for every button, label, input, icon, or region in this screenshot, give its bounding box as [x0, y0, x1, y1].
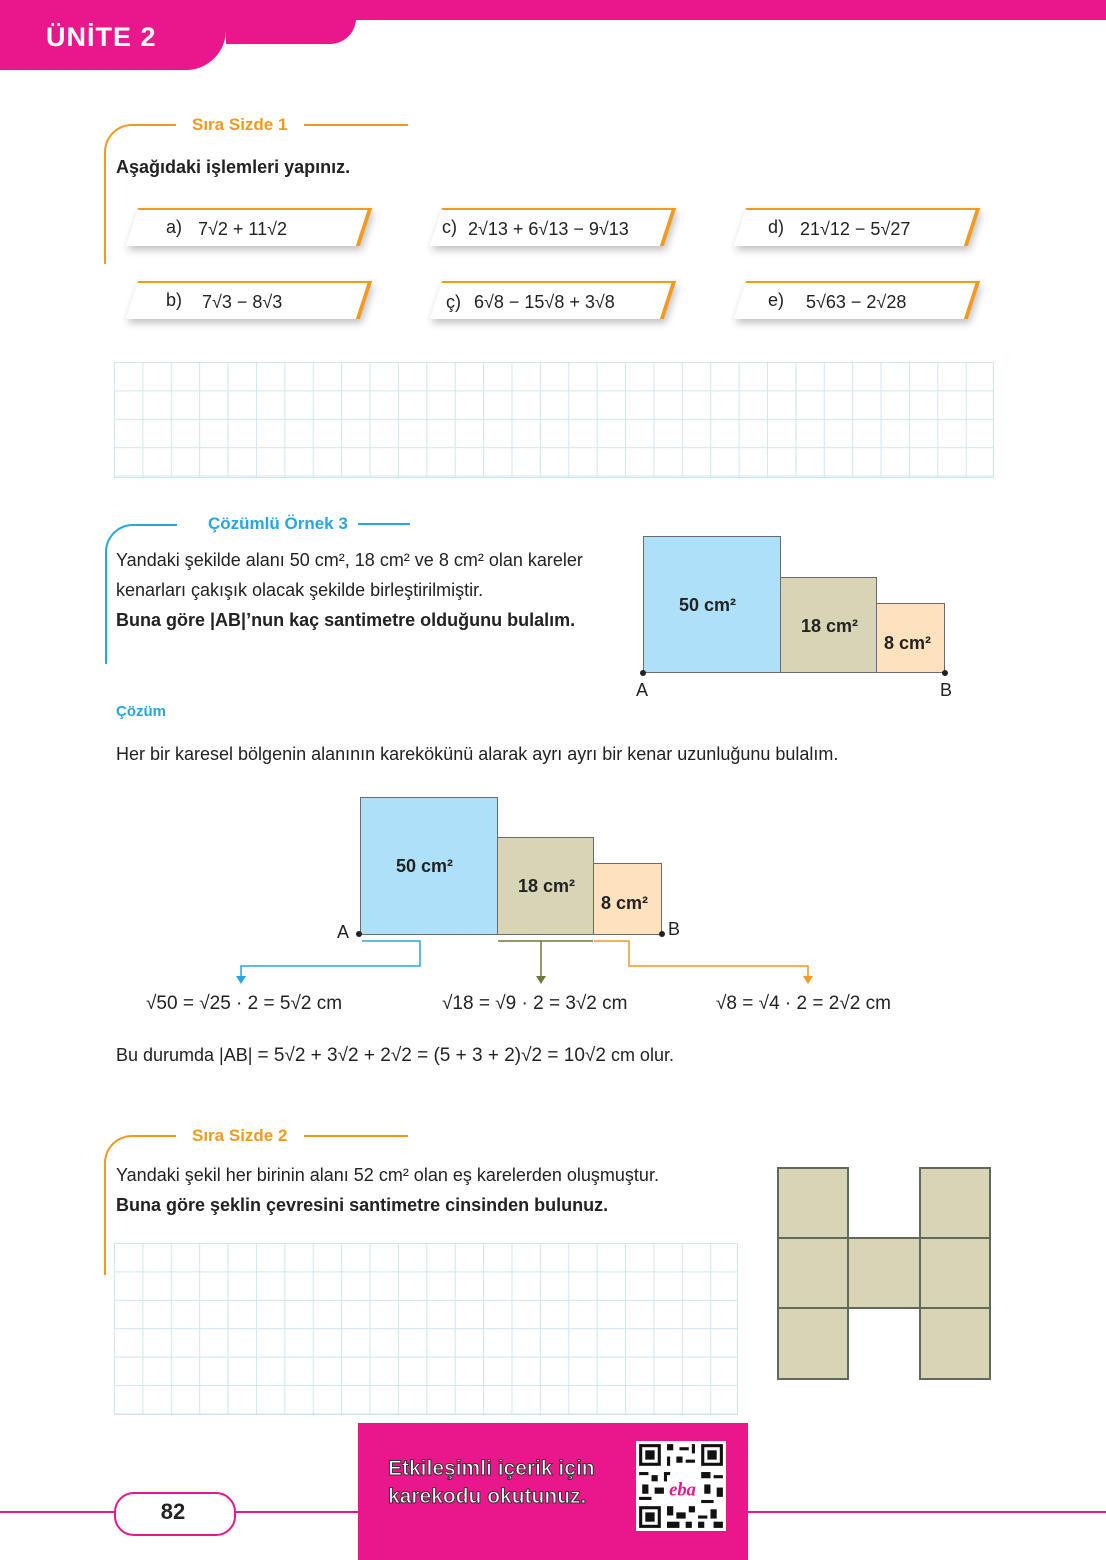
example3-square-50-label: 50 cm² — [679, 595, 737, 615]
practice2-title: Sıra Sizde 2 — [192, 1126, 288, 1145]
h-square-mid-right — [919, 1237, 991, 1309]
example3-text-line2: kenarları çakışık olacak şekilde birleştirilmiştir. — [116, 580, 484, 600]
h-square-mid-left — [777, 1237, 849, 1309]
exercise-expr-cc: 6√8 − 15√8 + 3√8 — [474, 292, 615, 312]
exercise-expr-a: 7√2 + 11√2 — [198, 219, 287, 239]
h-square-top-right — [919, 1167, 991, 1239]
solution-intro: Her bir karesel bölgenin alanının karekökünü alarak ayrı ayrı bir kenar uzunluğunu bulalım. — [116, 744, 839, 764]
page-number: 82 — [160, 1499, 186, 1524]
exercise-expr-b: 7√3 − 8√3 — [202, 292, 283, 312]
exercise-label-a: a) — [166, 217, 183, 237]
exercise-expr-d: 21√12 − 5√27 — [800, 219, 911, 239]
exercise-label-e: e) — [768, 290, 785, 310]
exercise-expr-e: 5√63 − 2√28 — [806, 292, 907, 312]
conclusion-suffix: cm olur. — [610, 1045, 674, 1065]
qr-code-icon[interactable] — [636, 1441, 726, 1531]
conclusion-line — [116, 1042, 674, 1069]
conclusion-expr: = 5√2 + 3√2 + 2√2 = (5 + 3 + 2)√2 = 10√2 — [257, 1045, 606, 1066]
practice2-text-line1: Yandaki şekil her birinin alanı 52 cm² olan eş karelerden oluşmuştur. — [116, 1165, 659, 1185]
connector-8 — [594, 941, 808, 982]
example3-square-18-label: 18 cm² — [801, 616, 859, 636]
qr-promo-text — [388, 1455, 595, 1511]
practice2-text-line2: Buna göre şeklin çevresini santimetre cinsinden bulunuz. — [116, 1195, 609, 1215]
answer-grid-2[interactable] — [114, 1243, 738, 1415]
exercise-label-b: b) — [166, 290, 183, 310]
example3-text-line3: Buna göre |AB|’nun kaç santimetre olduğunu bulalım. — [116, 610, 576, 630]
arrow-8-head — [803, 976, 813, 984]
practice2-title-rule — [304, 1135, 408, 1137]
h-square-bottom-left — [777, 1307, 849, 1380]
solution-point-a-label: A — [337, 922, 350, 942]
connector-50 — [241, 941, 420, 982]
qr-promo-line1: Etkileşimli içerik için — [388, 1457, 595, 1480]
exercise-label-c: c) — [442, 217, 457, 237]
example3-title: Çözümlü Örnek 3 — [208, 514, 348, 533]
unit-label: ÜNİTE 2 — [46, 22, 157, 52]
solution-square-18-label: 18 cm² — [518, 876, 576, 896]
arrow-18-head — [536, 976, 546, 984]
qr-promo-line2: karekodu okutunuz. — [388, 1485, 587, 1508]
example3-square-8-label: 8 cm² — [884, 633, 932, 653]
solution-point-b-label: B — [668, 919, 681, 939]
practice1-prompt: Aşağıdaki işlemleri yapınız. — [116, 157, 351, 177]
solution-title: Çözüm — [116, 703, 166, 720]
solution-square-50-label: 50 cm² — [396, 856, 454, 876]
arrow-50-head — [236, 976, 246, 984]
formula-sqrt50: √50 = √25 · 2 = 5√2 cm — [146, 993, 343, 1014]
exercise-expr-c: 2√13 + 6√13 − 9√13 — [468, 219, 629, 239]
formula-sqrt18: √18 = √9 · 2 = 3√2 cm — [442, 993, 628, 1014]
example3-point-a-label: A — [636, 680, 649, 700]
formula-sqrt8: √8 = √4 · 2 = 2√2 cm — [716, 993, 891, 1014]
solution-square-8-label: 8 cm² — [601, 893, 649, 913]
example3-text-line1: Yandaki şekilde alanı 50 cm², 18 cm² ve 8 cm² olan kareler — [116, 550, 583, 570]
h-square-bottom-right — [919, 1307, 991, 1380]
exercise-label-d: d) — [768, 217, 785, 237]
practice1-title: Sıra Sizde 1 — [192, 115, 288, 134]
conclusion-prefix: Bu durumda |AB| — [116, 1045, 253, 1065]
qr-badge-text: eba — [669, 1479, 696, 1501]
example3-point-b-label: B — [940, 680, 953, 700]
h-square-top-left — [777, 1167, 849, 1239]
h-square-mid-center — [847, 1237, 921, 1309]
exercise-label-cc: ç) — [446, 292, 461, 312]
